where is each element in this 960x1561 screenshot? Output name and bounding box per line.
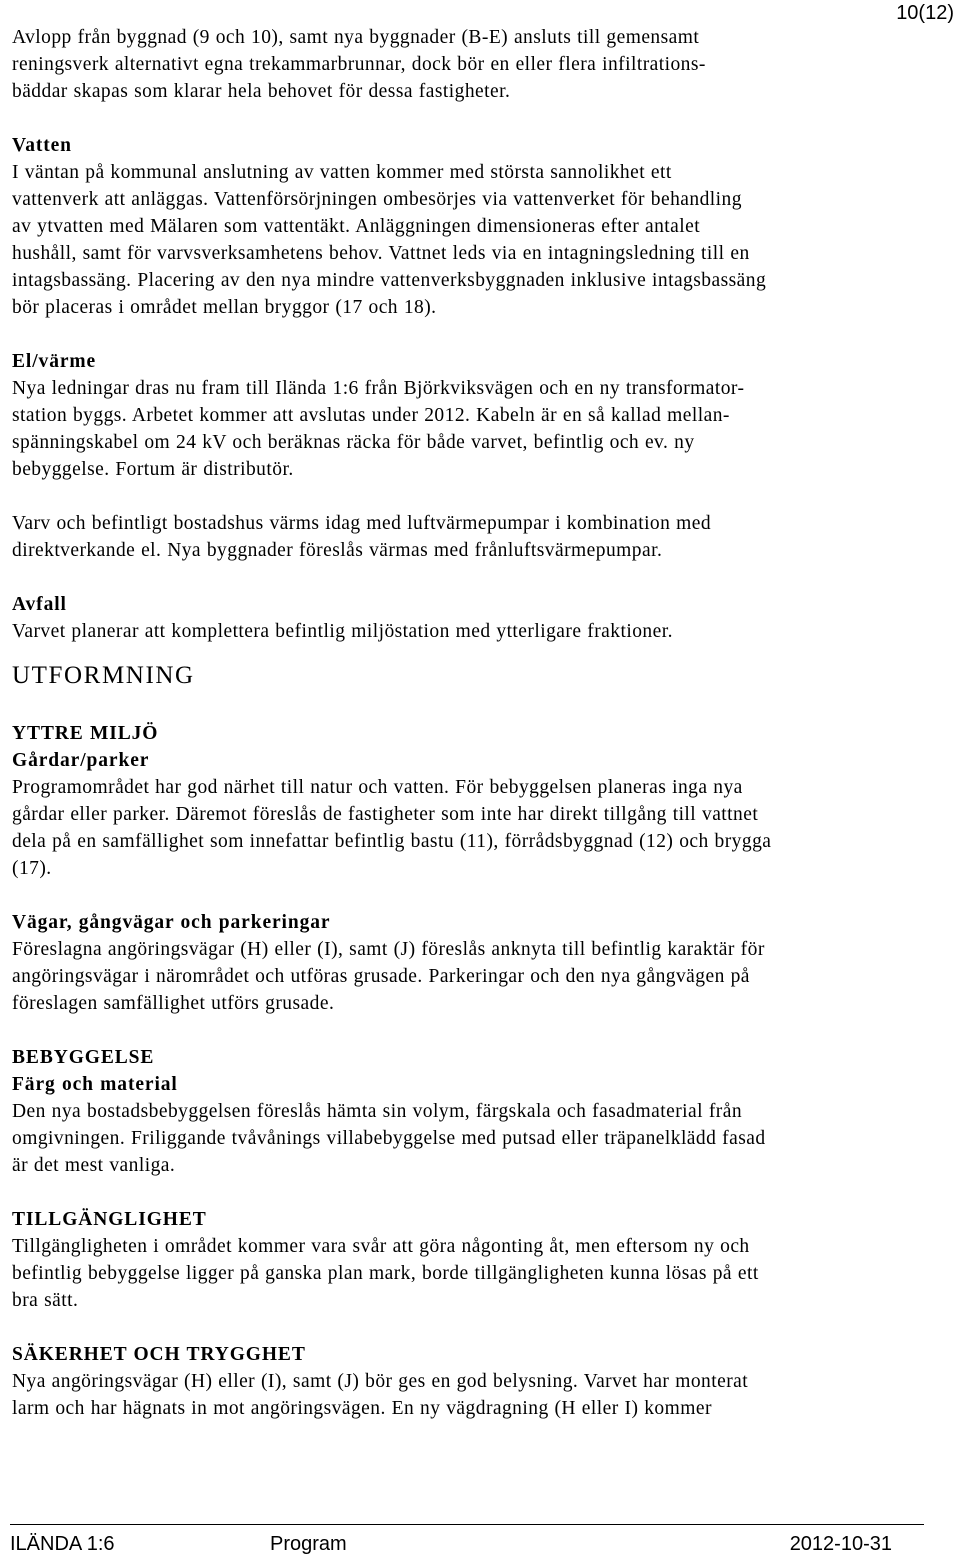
el-varme-paragraph-2: Varv och befintligt bostadshus värms idag med luftvärmepumpar i kombination med direktverkande el. Nya byggnader föreslås värmas med frånluftsvärmepumpar. — [12, 513, 712, 561]
document-body — [12, 24, 952, 1422]
avfall-heading: Avfall — [12, 594, 67, 615]
footer-document-type: Program — [270, 1533, 347, 1555]
vatten-paragraph: I väntan på kommunal anslutning av vatten kommer med största sannolikhet ett vattenverk att anläggas. Vattenförsörjningen ombesörjes via vattenverket för behandling av ytvatten med Mälaren som vattentäkt. Anläggningen dimensioneras efter antalet hushåll, samt för varvsverksamhetens behov. Vattnet leds via en intagningsledning till en intagsbassäng. Placering av den nya mindre vattenverksbyggnaden inklusive intagsbassäng bör placeras i området mellan bryggor (17 och 18). — [12, 162, 767, 318]
farg-material-subheading: Färg och material — [12, 1074, 178, 1095]
utformning-heading: UTFORMNING — [12, 662, 195, 689]
vagar-paragraph: Föreslagna angöringsvägar (H) eller (I), samt (J) föreslås anknyta till befintlig karaktär för angöringsvägar i närområdet och utföras grusade. Parkeringar och den nya gångvägen på föreslagen samfällighet utförs grusade. — [12, 939, 765, 1014]
sakerhet-heading: SÄKERHET OCH TRYGGHET — [12, 1344, 306, 1365]
yttre-miljo-heading: YTTRE MILJÖ — [12, 723, 159, 744]
tillganglighet-paragraph: Tillgängligheten i området kommer vara svår att göra någonting åt, men eftersom ny och befintlig bebyggelse ligger på ganska plan mark, borde tillgängligheten kunna lösas på ett bra sätt. — [12, 1236, 759, 1311]
tillganglighet-heading: TILLGÄNGLIGHET — [12, 1209, 207, 1230]
vagar-heading: Vägar, gångvägar och parkeringar — [12, 912, 331, 933]
sakerhet-paragraph: Nya angöringsvägar (H) eller (I), samt (J) bör ges en god belysning. Varvet har monterat larm och har hägnats in mot angöringsvägen. En ny vägdragning (H eller I) kommer — [12, 1371, 749, 1419]
el-varme-paragraph: Nya ledningar dras nu fram till Ilända 1:6 från Björkviksvägen och en ny transformator- station byggs. Arbetet kommer att avslutas under 2012. Kabeln är en så kallad mellan- spänningskabel om 24 kV och beräknas räcka för både varvet, befintlig och ev. ny bebyggelse. Fortum är distributör. — [12, 378, 745, 480]
footer-divider — [10, 1524, 924, 1525]
gardar-parker-subheading: Gårdar/parker — [12, 750, 150, 771]
el-varme-heading: El/värme — [12, 351, 97, 372]
footer-date: 2012-10-31 — [789, 1533, 892, 1555]
yttre-miljo-paragraph: Programområdet har god närhet till natur och vatten. För bebyggelsen planeras inga nya gårdar eller parker. Däremot föreslås de fastigheter som inte har direkt tillgång till vattnet dela på en samfällighet som innefattar befintlig bastu (11), förrådsbyggnad (12) och brygga (17). — [12, 777, 772, 879]
avfall-paragraph: Varvet planerar att komplettera befintlig miljöstation med ytterligare fraktioner. — [12, 621, 673, 642]
intro-paragraph: Avlopp från byggnad (9 och 10), samt nya byggnader (B-E) ansluts till gemensamt reningsverk alternativt egna trekammarbrunnar, dock bör en eller flera infiltrations- bäddar skapas som klarar hela behovet för dessa fastigheter. — [12, 27, 706, 102]
footer-project: ILÄNDA 1:6 — [10, 1533, 115, 1555]
vatten-heading: Vatten — [12, 135, 72, 156]
page-number: 10(12) — [896, 2, 954, 24]
bebyggelse-heading: BEBYGGELSE — [12, 1047, 155, 1068]
bebyggelse-paragraph: Den nya bostadsbebyggelsen föreslås hämta sin volym, färgskala och fasadmaterial från omgivningen. Friliggande tvåvånings villabebyggelse med putsad eller träpanelklädd fasad är det mest vanliga. — [12, 1101, 766, 1176]
